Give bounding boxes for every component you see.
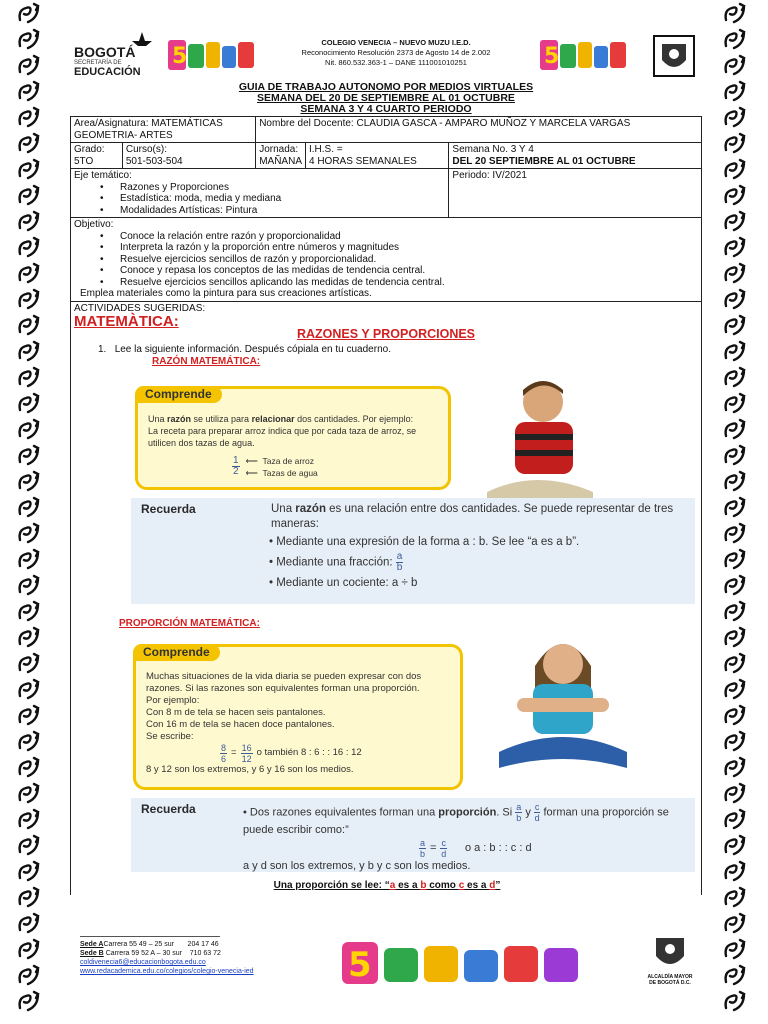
swirl-ornament-icon (16, 910, 42, 936)
swirl-ornament-icon (16, 286, 42, 312)
swirl-ornament-icon (722, 312, 748, 338)
swirl-ornament-icon (722, 624, 748, 650)
swirl-ornament-icon (722, 598, 748, 624)
svg-text:5: 5 (348, 945, 372, 985)
jornada-cell: Jornada: MAÑANA (256, 143, 306, 169)
website-link[interactable]: www.redacademica.edu.co/colegios/colegio-venecia-ied (80, 968, 254, 975)
swirl-ornament-icon (722, 78, 748, 104)
list-item: • Interpreta la razón y la proporción entre números y magnitudes (100, 242, 698, 254)
swirl-ornament-icon (722, 338, 748, 364)
swirl-ornament-icon (16, 624, 42, 650)
swirl-ornament-icon (722, 208, 748, 234)
swirl-ornament-icon (722, 676, 748, 702)
recuerda-box-proporcion: Recuerda • Dos razones equivalentes forman una proporción. Si $\frac{a}{b}$ y $\frac{c}{d}$ forman una proporción se puede escribir como:” $\frac{a}{b}$ = $\frac{c}{d}$ o a : b : : c : d a y d son los extremos, y b y c son los medios. (131, 798, 695, 872)
swirl-ornament-icon (722, 988, 748, 1014)
school-info: COLEGIO VENECIA – NUEVO MUZU I.E.D. Reconocimiento Resolución 2373 de Agosto 14 de 2.002 Nit. 860.532.363-1 – DANE 111001010251 (301, 38, 491, 67)
swirl-ornament-icon (722, 858, 748, 884)
swirl-ornament-icon (722, 416, 748, 442)
swirl-ornament-icon (722, 182, 748, 208)
list-item: • Conoce la relación entre razón y proporcionalidad (100, 231, 698, 243)
curso-cell: Curso(s): 501-503-504 (122, 143, 255, 169)
swirl-ornament-icon (722, 104, 748, 130)
grade-badge-right (538, 36, 630, 74)
bogota-crest-icon (652, 34, 696, 78)
recuerda-box-razon: Recuerda Una razón es una relación entre dos cantidades. Se puede representar de tres maneras: • Mediante una expresión de la forma a : b. Se lee “a es a b”. • Mediante una fracción: $\frac{a}{b}$ • Mediante un cociente: a ÷ b (131, 498, 695, 604)
svg-text:5: 5 (544, 44, 560, 69)
comprende-box-razon: Comprende Una razón se utiliza para relacionar dos cantidades. Por ejemplo: La receta para preparar arroz indica que por cada taza de arroz, se utilicen dos tazas de agua. $\frac{1}{2}$ ⟵ Taza de arroz ⟵ Tazas de agua (135, 386, 451, 490)
razon-fraction: $\frac{1}{2}$ (233, 455, 239, 477)
list-item: • Conoce y repasa los conceptos de las medidas de tendencia central. (100, 265, 698, 277)
swirl-ornament-icon (16, 364, 42, 390)
eje-list (100, 182, 445, 217)
docente-cell: Nombre del Docente: CLAUDIA GASCA - AMPARO MUÑOZ Y MARCELA VARGAS (256, 117, 702, 143)
razones-title: RAZONES Y PROPORCIONES (296, 326, 476, 341)
swirl-ornament-icon (722, 130, 748, 156)
right-swirl-border (722, 0, 752, 1024)
swirl-ornament-icon (16, 546, 42, 572)
swirl-ornament-icon (16, 312, 42, 338)
swirl-ornament-icon (16, 390, 42, 416)
smiling-girl-image (493, 626, 633, 776)
swirl-ornament-icon (722, 936, 748, 962)
swirl-ornament-icon (722, 0, 748, 26)
title-line-3: SEMANA 3 Y 4 CUARTO PERIODO (300, 103, 472, 115)
left-swirl-border (16, 0, 46, 1024)
objetivo-cell: Objetivo: • Conoce la relación entre razón y proporcionalidad • Interpreta la razón y la proporción entre números y magnitudes • Resuelve ejercicios sencillos de razón y proporcionalidad. • Conoce y repasa los conceptos de las medidas de tendencia central. • Resuelve ejercicios sencillos aplicando las medidas de tendencia central. Emplea materiales como la pintura para sus creaciones artísticas. (71, 218, 702, 302)
actividades-cell: ACTIVIDADES SUGERIDAS: MATEMÀTICA: RAZONES Y PROPORCIONES 1. Lee la siguiente información. Después cópiala en tu cuaderno. RAZÓN MATEMÁTICA: Comprende Una razón se utiliza para relacionar dos cantidades. Por ejemplo: La receta para preparar arroz indica que por cada taza de arroz, se utilicen dos tazas de agua. $\frac{1}{2}$ ⟵ Taza de arroz ⟵ Tazas de agua Recuerda Una razón es una relación entre dos cantidades. Se puede representar de tres maneras: • Mediante una expresión de la forma a : b. Se lee “a es a b”. • Mediante una fracción: $\frac{a}{b}$ • Mediante un cociente: a ÷ b PROPORCIÓN MATEMÁTICA: Comprende Muchas situaciones de la vida diaria se pueden expresar con dos razones. Si las razones son equivalentes forman una proporción. Por ejemplo: Con 8 m de tela se hacen seis pantalones. Con 16 m de tela se hacen doce pantalones. Se escribe: $\frac{8}{6}$ = $\frac{16}{12}$ o también 8 : 6 : : 16 : 12 8 y 12 son los extremos, y 6 y 16 son los medios. Recuerda • Dos razones equivalentes forman una proporción. Si $\frac{a}{b}$ y $\frac{c}{d}$ forman una proporción se puede escribir como:” $\frac{a}{b}$ = $\frac{c}{d}$ o a : b : : c : d a y d son los extremos, y b y c son los medios. Una proporción se lee: “a es a b como c es a d” (71, 301, 702, 895)
swirl-ornament-icon (16, 234, 42, 260)
swirl-ornament-icon (722, 364, 748, 390)
alcaldia-crest-icon (650, 934, 690, 972)
swirl-ornament-icon (16, 208, 42, 234)
swirl-ornament-icon (16, 572, 42, 598)
objetivo-last: Emplea materiales como la pintura para sus creaciones artísticas. (80, 288, 372, 299)
swirl-ornament-icon (722, 260, 748, 286)
swirl-ornament-icon (722, 520, 748, 546)
area-cell: Area/Asignatura: MATEMÁTICAS GEOMETRIA- ARTES (71, 117, 256, 143)
swirl-ornament-icon (16, 598, 42, 624)
swirl-ornament-icon (16, 104, 42, 130)
swirl-ornament-icon (16, 832, 42, 858)
comprende-label: Comprende (133, 644, 220, 662)
swirl-ornament-icon (722, 650, 748, 676)
svg-text:5: 5 (172, 44, 188, 69)
list-item: • Resuelve ejercicios sencillos aplicando las medidas de tendencia central. (100, 277, 698, 289)
matematica-heading: MATEMÀTICA: (74, 313, 179, 330)
swirl-ornament-icon (16, 468, 42, 494)
proporcion-subheading: PROPORCIÓN MATEMÁTICA: (119, 617, 260, 629)
swirl-ornament-icon (16, 650, 42, 676)
swirl-ornament-icon (16, 884, 42, 910)
grado-cell: Grado: 5TO (71, 143, 123, 169)
swirl-ornament-icon (722, 910, 748, 936)
swirl-ornament-icon (16, 182, 42, 208)
proporcion-reading: Una proporción se lee: “a es a b como c es a d” (273, 879, 501, 891)
bogota-education-logo: BOGOTÁ SECRETARÍA DE EDUCACIÓN (70, 30, 156, 82)
comprende-box-proporcion: Comprende Muchas situaciones de la vida diaria se pueden expresar con dos razones. Si las razones son equivalentes forman una proporción. Por ejemplo: Con 8 m de tela se hacen seis pantalones. Con 16 m de tela se hacen doce pantalones. Se escribe: $\frac{8}{6}$ = $\frac{16}{12}$ o también 8 : 6 : : 16 : 12 8 y 12 son los extremos, y 6 y 16 son los medios. (133, 644, 463, 790)
swirl-ornament-icon (16, 988, 42, 1014)
swirl-ornament-icon (722, 468, 748, 494)
list-item: • Razones y Proporciones (100, 182, 445, 194)
swirl-ornament-icon (722, 780, 748, 806)
swirl-ornament-icon (16, 52, 42, 78)
document-header (70, 30, 702, 82)
footer: Sede ACarrera 55 49 – 25 sur 204 17 46 Sede B Carrera 59 52 A – 30 sur 710 63 72 coldivenecia6@educacionbogota.edu.co www.redacademica.edu.co/colegios/colegio-venecia-ied (80, 936, 700, 976)
swirl-ornament-icon (722, 572, 748, 598)
swirl-ornament-icon (16, 78, 42, 104)
recuerda-label: Recuerda (141, 501, 196, 516)
swirl-ornament-icon (16, 858, 42, 884)
swirl-ornament-icon (16, 520, 42, 546)
guide-titles (70, 82, 702, 115)
swirl-ornament-icon (722, 806, 748, 832)
email-link[interactable]: coldivenecia6@educacionbogota.edu.co (80, 959, 206, 966)
swirl-ornament-icon (722, 442, 748, 468)
swirl-ornament-icon (16, 442, 42, 468)
guide-info-table (70, 116, 702, 895)
swirl-ornament-icon (722, 962, 748, 988)
swirl-ornament-icon (722, 884, 748, 910)
swirl-ornament-icon (722, 832, 748, 858)
swirl-ornament-icon (722, 702, 748, 728)
recuerda-label: Recuerda (141, 801, 196, 816)
ihs-cell: I.H.S. = 4 HORAS SEMANALES (306, 143, 449, 169)
swirl-ornament-icon (722, 286, 748, 312)
periodo-cell: Periodo: IV/2021 (449, 169, 702, 218)
swirl-ornament-icon (16, 806, 42, 832)
semana-cell: Semana No. 3 Y 4 DEL 20 SEPTIEMBRE AL 01 OCTUBRE (449, 143, 702, 169)
swirl-ornament-icon (722, 234, 748, 260)
swirl-ornament-icon (722, 728, 748, 754)
list-item: • Modalidades Artísticas: Pintura (100, 205, 445, 217)
list-item: • Resuelve ejercicios sencillos de razón y proporcionalidad. (100, 254, 698, 266)
swirl-ornament-icon (16, 754, 42, 780)
swirl-ornament-icon (16, 260, 42, 286)
proporcion-example: $\frac{8}{6}$ = $\frac{16}{12}$ o también 8 : 6 : : 16 : 12 (221, 742, 362, 764)
swirl-ornament-icon (16, 962, 42, 988)
swirl-ornament-icon (722, 26, 748, 52)
swirl-ornament-icon (16, 676, 42, 702)
swirl-ornament-icon (16, 728, 42, 754)
swirl-ornament-icon (16, 338, 42, 364)
swirl-ornament-icon (16, 0, 42, 26)
swirl-ornament-icon (16, 26, 42, 52)
swirl-ornament-icon (722, 390, 748, 416)
title-line-1: GUIA DE TRABAJO AUTONOMO POR MEDIOS VIRTUALES (238, 81, 534, 93)
swirl-ornament-icon (16, 416, 42, 442)
swirl-ornament-icon (16, 130, 42, 156)
step-1: 1. Lee la siguiente información. Después cópiala en tu cuaderno. (98, 344, 391, 355)
objetivo-list (100, 231, 698, 289)
eje-tematico-cell: Eje temático: • Razones y Proporciones • Estadística: moda, media y mediana • Modalidades Artísticas: Pintura (71, 169, 449, 218)
swirl-ornament-icon (722, 494, 748, 520)
page-content (70, 30, 702, 895)
swirl-ornament-icon (16, 936, 42, 962)
swirl-ornament-icon (16, 494, 42, 520)
title-line-2: SEMANA DEL 20 DE SEPTIEMBRE AL 01 OCTUBRE (257, 92, 515, 104)
razon-subheading: RAZÓN MATEMÁTICA: (152, 355, 261, 367)
alcaldia-logo: ALCALDÍA MAYOR DE BOGOTÁ D.C. (640, 934, 700, 986)
swirl-ornament-icon (16, 156, 42, 182)
swirl-ornament-icon (722, 156, 748, 182)
swirl-ornament-icon (16, 702, 42, 728)
swirl-ornament-icon (722, 52, 748, 78)
grade-banner-footer (340, 938, 600, 988)
swirl-ornament-icon (722, 754, 748, 780)
swirl-ornament-icon (722, 546, 748, 572)
list-item: • Estadística: moda, media y mediana (100, 193, 445, 205)
comprende-label: Comprende (135, 386, 222, 404)
grade-badge-left (166, 36, 258, 74)
swirl-ornament-icon (16, 780, 42, 806)
